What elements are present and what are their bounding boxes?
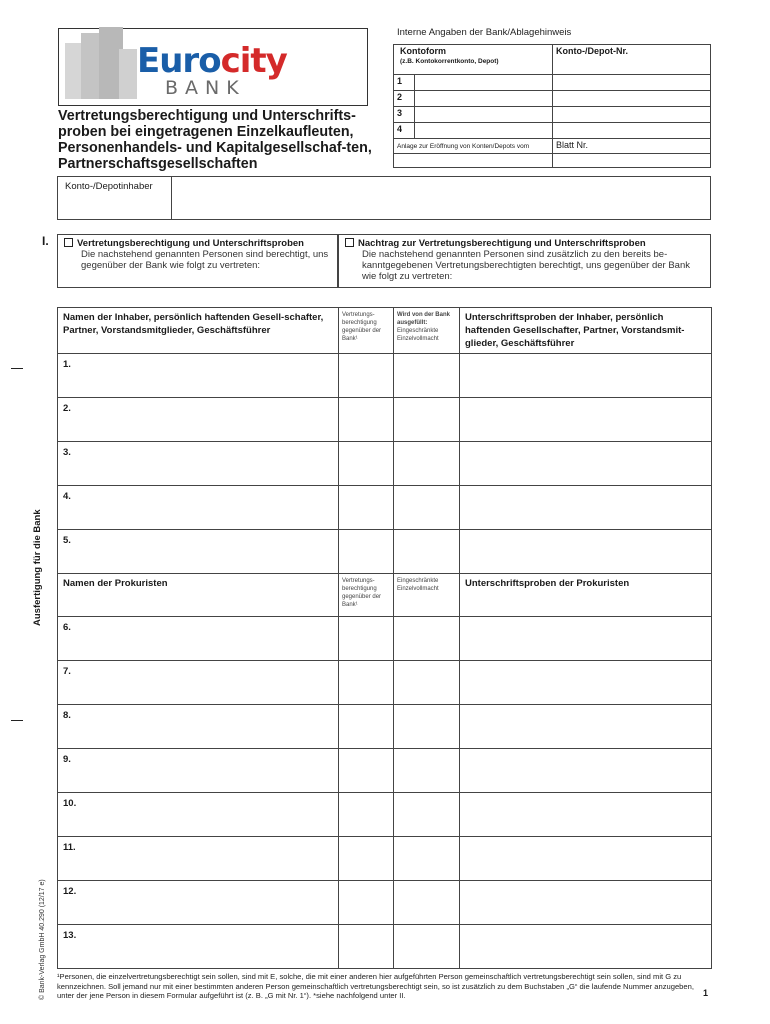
logo-building-graphic bbox=[119, 49, 137, 99]
account-holder-box bbox=[57, 176, 711, 220]
vertretung-field[interactable] bbox=[339, 617, 394, 661]
logo-bank-text: BANK bbox=[165, 77, 246, 99]
vollmacht-field[interactable] bbox=[394, 837, 460, 881]
vollmacht-field[interactable] bbox=[394, 617, 460, 661]
internal-info-label: Interne Angaben der Bank/Ablagehinweis bbox=[397, 27, 572, 38]
table-row[interactable]: 7. bbox=[58, 661, 339, 705]
signature-field[interactable] bbox=[460, 837, 712, 881]
vollmacht-field[interactable] bbox=[394, 354, 460, 398]
vollmacht-field[interactable] bbox=[394, 530, 460, 574]
internal-info-table bbox=[393, 44, 711, 168]
vertretung-field[interactable] bbox=[339, 793, 394, 837]
vertretung-field[interactable] bbox=[339, 442, 394, 486]
signature-field[interactable] bbox=[460, 705, 712, 749]
table-row[interactable]: 6. bbox=[58, 617, 339, 661]
table-row[interactable]: 13. bbox=[58, 925, 339, 969]
footnote: ¹Personen, die einzelvertretungsberechtigt sein sollen, sind mit E, solche, die mit einer anderen hier aufgeführten Person gemeinschaftlich vertretungsberechtigt sein sollen, sind mit G zu kennzeichnen. Soll jemand nur mit einer bestimmten anderen Person gemeinschaftlich vertretungsberechtigt sein, so ist zusätzlich zu dem Buchstaben „G“ die laufende Nummer anzugeben, unter der jene Person in diesem Formular aufgeführt ist (z. B. „G mit Nr. 1“). *siehe nachfolgend unter II. bbox=[57, 972, 694, 1000]
row-number: 2 bbox=[394, 91, 415, 107]
vertretung-field[interactable] bbox=[339, 354, 394, 398]
vollmacht-field[interactable] bbox=[394, 925, 460, 969]
vertretung-field[interactable] bbox=[339, 530, 394, 574]
account-holder-label: Konto-/Depotinhaber bbox=[65, 181, 153, 192]
section-number: I. bbox=[42, 234, 49, 248]
vollmacht-field[interactable] bbox=[394, 881, 460, 925]
table-row[interactable]: 11. bbox=[58, 837, 339, 881]
option-vertretung-title: Vertretungsberechtigung und Unterschriftsproben bbox=[77, 238, 304, 249]
account-holder-field[interactable] bbox=[172, 177, 710, 219]
kontoform-field[interactable] bbox=[415, 123, 553, 139]
blatt-label: Blatt Nr. bbox=[556, 140, 589, 150]
signature-field[interactable] bbox=[460, 749, 712, 793]
vertretung-field[interactable] bbox=[339, 925, 394, 969]
signature-table bbox=[57, 307, 712, 969]
vollmacht-field[interactable] bbox=[394, 661, 460, 705]
header-vertretung: Vertretungs-berechtigung gegenüber der Bank¹ bbox=[339, 308, 394, 354]
signature-field[interactable] bbox=[460, 442, 712, 486]
blatt-field[interactable] bbox=[553, 154, 711, 168]
vollmacht-field[interactable] bbox=[394, 705, 460, 749]
header-vertretung: Vertretungs-berechtigung gegenüber der Bank¹ bbox=[339, 574, 394, 617]
konto-nr-field[interactable] bbox=[553, 107, 711, 123]
signature-field[interactable] bbox=[460, 881, 712, 925]
kontoform-hint: (z.B. Kontokorrentkonto, Depot) bbox=[400, 58, 499, 65]
option-vertretung-box bbox=[57, 234, 338, 288]
table-row[interactable]: 4. bbox=[58, 486, 339, 530]
header-prokuristen: Namen der Prokuristen bbox=[58, 574, 339, 617]
table-row[interactable]: 2. bbox=[58, 398, 339, 442]
row-number: 4 bbox=[394, 123, 415, 139]
form-title: Vertretungsberechtigung und Unterschrifts-proben bei eingetragenen Einzelkaufleuten, Personenhandels- und Kapitalgesellschaf-ten, Partnerschaftsgesellschaften bbox=[58, 108, 372, 172]
signature-field[interactable] bbox=[460, 354, 712, 398]
vollmacht-field[interactable] bbox=[394, 793, 460, 837]
table-row[interactable]: 9. bbox=[58, 749, 339, 793]
signature-field[interactable] bbox=[460, 617, 712, 661]
konto-nr-label: Konto-/Depot-Nr. bbox=[553, 45, 711, 75]
vollmacht-field[interactable] bbox=[394, 442, 460, 486]
signature-field[interactable] bbox=[460, 925, 712, 969]
kontoform-field[interactable] bbox=[415, 75, 553, 91]
page-number: 1 bbox=[703, 988, 709, 998]
fold-mark bbox=[11, 720, 23, 721]
signature-field[interactable] bbox=[460, 486, 712, 530]
header-einzelvollmacht: Eingeschränkte Einzelvollmacht bbox=[394, 574, 460, 617]
header-names: Namen der Inhaber, persönlich haftenden Gesell-schafter, Partner, Vorstandsmitglieder, Geschäftsführer bbox=[58, 308, 339, 354]
kontoform-label: Kontoform bbox=[400, 46, 446, 56]
table-row[interactable]: 3. bbox=[58, 442, 339, 486]
checkbox-vertretung[interactable] bbox=[64, 238, 73, 247]
header-einzelvollmacht: Eingeschränkte Einzelvollmacht bbox=[397, 328, 439, 342]
kontoform-field[interactable] bbox=[415, 107, 553, 123]
copyright: © Bank-Verlag GmbH 40.290 (12/17 e) bbox=[39, 879, 46, 1000]
vertretung-field[interactable] bbox=[339, 837, 394, 881]
konto-nr-field[interactable] bbox=[553, 123, 711, 139]
signature-field[interactable] bbox=[460, 530, 712, 574]
row-number: 1 bbox=[394, 75, 415, 91]
konto-nr-field[interactable] bbox=[553, 75, 711, 91]
table-row[interactable]: 12. bbox=[58, 881, 339, 925]
option-nachtrag-title: Nachtrag zur Vertretungsberechtigung und Unterschriftsproben bbox=[358, 238, 646, 249]
vertretung-field[interactable] bbox=[339, 705, 394, 749]
logo-wordmark: Eurocity bbox=[137, 41, 287, 81]
anlage-label: Anlage zur Eröffnung von Konten/Depots vom bbox=[397, 143, 530, 150]
vollmacht-field[interactable] bbox=[394, 486, 460, 530]
bank-logo bbox=[58, 28, 368, 106]
table-row[interactable]: 1. bbox=[58, 354, 339, 398]
vertretung-field[interactable] bbox=[339, 486, 394, 530]
kontoform-field[interactable] bbox=[415, 91, 553, 107]
row-number: 3 bbox=[394, 107, 415, 123]
signature-field[interactable] bbox=[460, 661, 712, 705]
konto-nr-field[interactable] bbox=[553, 91, 711, 107]
header-bank-note: Wird von der Bank ausgefüllt: bbox=[397, 312, 450, 326]
header-prokuristen-signatures: Unterschriftsproben der Prokuristen bbox=[460, 574, 712, 617]
vertretung-field[interactable] bbox=[339, 398, 394, 442]
copy-label: Ausfertigung für die Bank bbox=[32, 509, 43, 626]
vollmacht-field[interactable] bbox=[394, 398, 460, 442]
signature-field[interactable] bbox=[460, 793, 712, 837]
fold-mark bbox=[11, 368, 23, 369]
vertretung-field[interactable] bbox=[339, 749, 394, 793]
table-row[interactable]: 5. bbox=[58, 530, 339, 574]
signature-field[interactable] bbox=[460, 398, 712, 442]
option-nachtrag-desc: Die nachstehend genannten Personen sind zusätzlich zu den bereits be-kanntgegebenen Vertretungsberechtigten berechtigt, uns gegenüber der Bank wie folgt zu vertreten: bbox=[362, 249, 690, 282]
option-vertretung-desc: Die nachstehend genannten Personen sind berechtigt, uns gegenüber der Bank wie folgt zu vertreten: bbox=[81, 249, 329, 271]
table-row[interactable]: 10. bbox=[58, 793, 339, 837]
anlage-date-field[interactable] bbox=[394, 154, 553, 168]
table-row[interactable]: 8. bbox=[58, 705, 339, 749]
vertretung-field[interactable] bbox=[339, 881, 394, 925]
checkbox-nachtrag[interactable] bbox=[345, 238, 354, 247]
vollmacht-field[interactable] bbox=[394, 749, 460, 793]
option-nachtrag-box bbox=[338, 234, 711, 288]
header-signatures: Unterschriftsproben der Inhaber, persönlich haftenden Gesellschafter, Partner, Vorstandsmit-glieder, Geschäftsführer bbox=[460, 308, 712, 354]
vertretung-field[interactable] bbox=[339, 661, 394, 705]
